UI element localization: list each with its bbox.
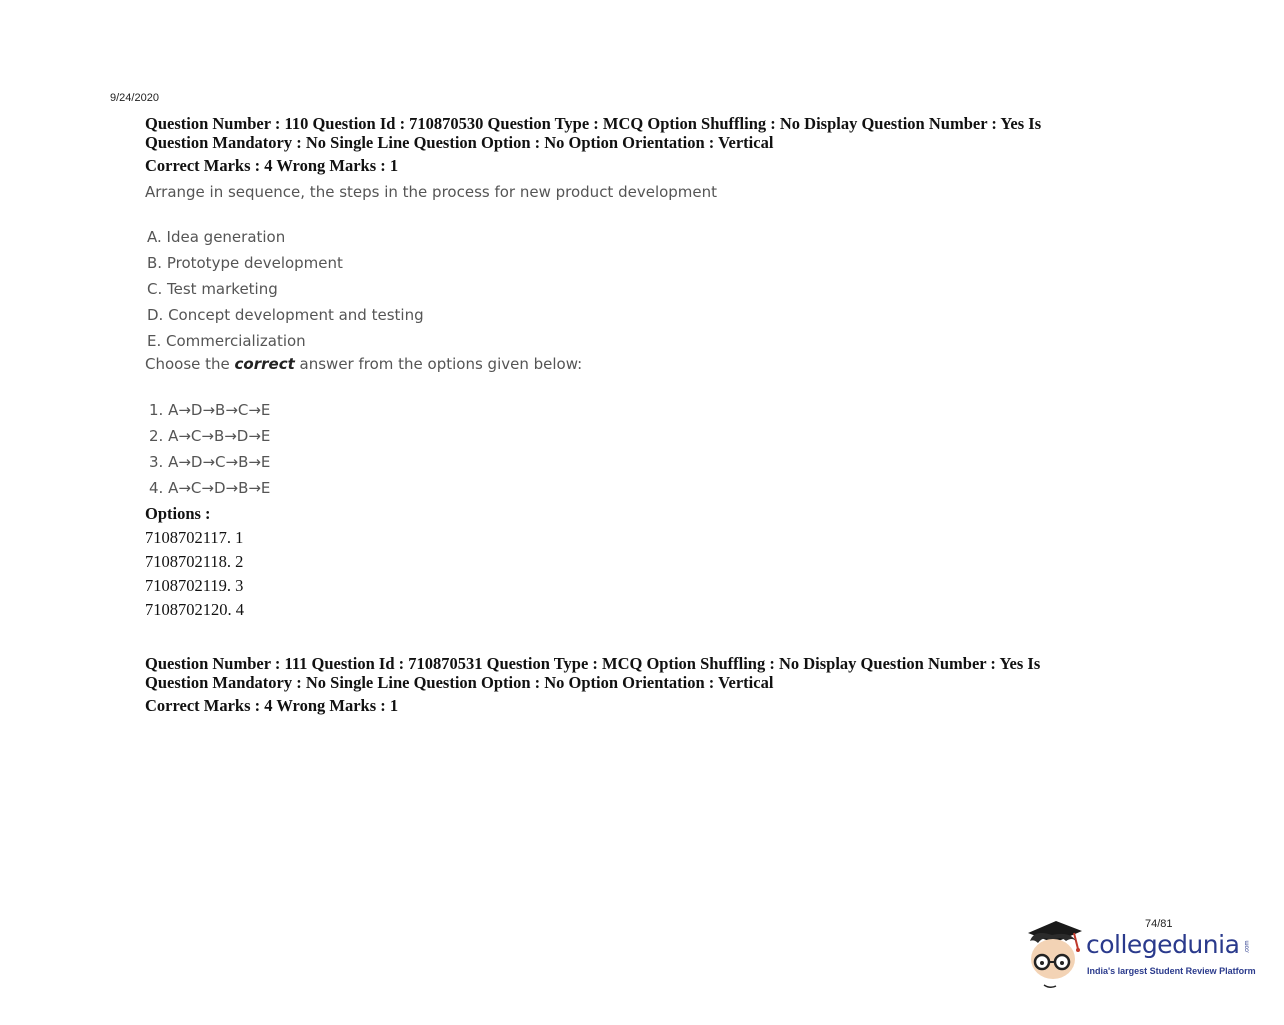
list-item: E. Commercialization [147, 332, 306, 350]
question-meta-line2: Question Mandatory : No Single Line Question Option : No Option Orientation : Vertical [145, 673, 774, 692]
list-item: A. Idea generation [147, 228, 286, 246]
option-item: 7108702118. 2 [145, 552, 244, 571]
options-list [145, 526, 244, 622]
option-item: 7108702117. 1 [145, 528, 244, 547]
list-item: B. Prototype development [147, 254, 343, 272]
option-item: 7108702119. 3 [145, 576, 244, 595]
sequence-items-list [147, 224, 424, 354]
answer-choice: 1. A→D→B→C→E [149, 401, 271, 419]
choose-emphasis: correct [234, 355, 295, 373]
answer-choices-list [149, 397, 270, 501]
date-label: 9/24/2020 [110, 92, 159, 104]
list-item: C. Test marketing [147, 280, 278, 298]
question-111-meta [145, 654, 1105, 715]
question-meta-line1: Question Number : 111 Question Id : 710870531 Question Type : MCQ Option Shuffling : No Display Question Number : Yes Is [145, 654, 1041, 673]
choose-instruction [145, 355, 582, 373]
question-marks: Correct Marks : 4 Wrong Marks : 1 [145, 696, 399, 715]
list-item: D. Concept development and testing [147, 306, 424, 324]
choose-suffix: answer from the options given below: [294, 355, 583, 373]
question-meta-line2: Question Mandatory : No Single Line Question Option : No Option Orientation : Vertical [145, 133, 774, 152]
answer-choice: 3. A→D→C→B→E [149, 453, 271, 471]
choose-prefix: Choose the [145, 355, 235, 373]
question-stem: Arrange in sequence, the steps in the process for new product development [145, 183, 718, 201]
brand-name: collegedunia [1086, 930, 1240, 959]
page-number: 74/81 [1145, 918, 1173, 930]
question-110-meta [145, 114, 1105, 175]
answer-choice: 2. A→C→B→D→E [149, 427, 271, 445]
question-marks: Correct Marks : 4 Wrong Marks : 1 [145, 156, 399, 175]
brand-suffix: .com [1244, 940, 1251, 954]
option-item: 7108702120. 4 [145, 600, 244, 619]
answer-choice: 4. A→C→D→B→E [149, 479, 271, 497]
question-meta-line1: Question Number : 110 Question Id : 710870530 Question Type : MCQ Option Shuffling : No Display Question Number : Yes Is [145, 114, 1042, 133]
brand-tagline: India's largest Student Review Platform [1087, 966, 1256, 976]
options-heading: Options : [145, 504, 211, 523]
